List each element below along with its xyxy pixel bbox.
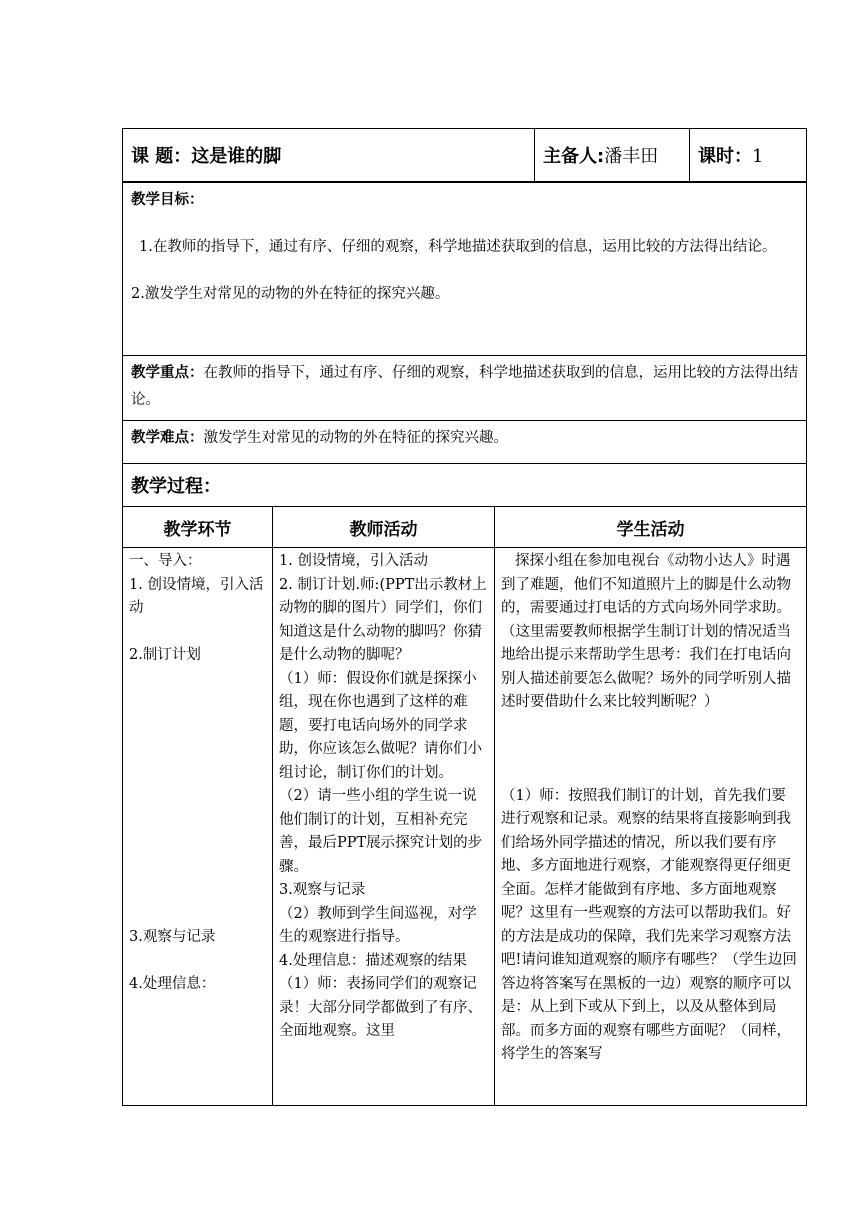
key-point-cell xyxy=(123,356,807,421)
objective-2: 2.激发学生对常见的动物的外在特征的探究兴趣。 xyxy=(131,286,450,302)
topic-value: 这是谁的脚 xyxy=(191,146,282,167)
step-item: 一、导入： xyxy=(129,553,202,569)
key-point-text: 在教师的指导下，通过有序、仔细的观察，科学地描述获取到的信息，运用比较的方法得出结论。 xyxy=(131,365,798,408)
period-cell xyxy=(690,129,807,182)
period-label: 课时： xyxy=(698,146,752,167)
objectives-row xyxy=(123,183,807,356)
topic-cell xyxy=(123,129,535,182)
student-item: （1）师：按照我们制订的计划，首先我们要进行观察和记录。观察的结果将直接影响到我们给场外同学描述的情况，所以我们要有序地、多方面地进行观察，才能观察得更仔细更全面。怎样才能做到有序地、多方面地观察呢？这里有一些观察的方法可以帮助我们。好的方法是成功的保障，我们先来学习观察方法吧!请问谁知道观察的顺序有哪些？（学生边回答边将答案写在黑板的一边）观察的顺序可以是：从上到下或从下到上，以及从整体到局部。而多方面的观察有哪些方面呢？（同样，将学生的答案写 xyxy=(501,787,797,1062)
step-item: 2.制订计划 xyxy=(129,647,201,663)
content-table xyxy=(122,182,807,1106)
process-title-row xyxy=(123,464,807,507)
teacher-item: 4.处理信息：描述观察的结果 xyxy=(279,952,467,969)
step-spacer xyxy=(129,949,266,973)
step-spacer xyxy=(129,621,266,645)
difficulty-cell xyxy=(123,421,807,464)
step-item: 1. 创设情境，引入活动 xyxy=(129,576,264,616)
teacher-item: （1）师：表扬同学们的观察记录！大部分同学都做到了有序、全面地观察。这里 xyxy=(279,976,482,1039)
difficulty-text: 激发学生对常见的动物的外在特征的探究兴趣。 xyxy=(203,430,508,446)
objective-1: 1.在教师的指导下，通过有序、仔细的观察，科学地描述获取到的信息，运用比较的方法得出结论。 xyxy=(139,239,777,255)
preparer-cell xyxy=(535,129,690,182)
header-table xyxy=(122,128,807,182)
preparer-value: 潘丰田 xyxy=(604,146,659,167)
objectives-cell xyxy=(123,183,807,356)
difficulty-row xyxy=(123,421,807,464)
step-item: 4.处理信息： xyxy=(129,975,216,992)
column-header-student: 学生活动 xyxy=(495,507,807,548)
key-point-row xyxy=(123,356,807,421)
period-value: 1 xyxy=(752,146,764,167)
header-row xyxy=(123,129,807,182)
steps-cell xyxy=(123,548,273,1106)
process-column-headers xyxy=(123,507,807,548)
process-body-row xyxy=(123,548,807,1106)
column-header-teacher: 教师活动 xyxy=(273,507,495,548)
teacher-item: 2. 制订计划.师:(PPT出示教材上动物的脚的图片）同学们，你们知道这是什么动物的脚吗？你猜是什么动物的脚呢？ xyxy=(279,576,487,663)
teacher-cell xyxy=(273,548,495,1106)
objectives-label: 教学目标： xyxy=(131,192,204,208)
student-item: （这里需要教师根据学生制订计划的情况适当地给出提示来帮助学生思考：我们在打电话向别人描述前要怎么做呢？场外的同学听别人描述时要借助什么来比较判断呢？） xyxy=(501,623,791,710)
teacher-item: 3.观察与记录 xyxy=(279,882,366,898)
topic-label: 课 题： xyxy=(131,146,192,167)
teacher-item: （2）教师到学生间巡视，对学生的观察进行指导。 xyxy=(279,905,477,945)
step-item: 3.观察与记录 xyxy=(129,928,216,945)
teacher-item: （2）请一些小组的学生说一说他们制订的计划，互相补充完善，最后PPT展示探究计划的步骤。 xyxy=(279,788,483,875)
process-title: 教学过程： xyxy=(123,464,807,507)
lesson-plan-sheet xyxy=(122,128,806,1106)
difficulty-label: 教学难点： xyxy=(131,430,204,446)
teacher-item: （1）师：假设你们就是探探小组，现在你也遇到了这样的难题，要打电话向场外的同学求助，你应该怎么做呢？请你们小组讨论，制订你们的计划。 xyxy=(279,670,482,781)
key-point-label: 教学重点： xyxy=(131,365,204,381)
preparer-label: 主备人: xyxy=(543,146,605,167)
student-spacer xyxy=(501,715,800,785)
teacher-item: 1. 创设情境，引入活动 xyxy=(279,553,428,569)
step-spacer xyxy=(129,668,266,926)
student-cell xyxy=(495,548,807,1106)
student-item: 探探小组在参加电视台《动物小达人》时遇到了难题，他们不知道照片上的脚是什么动物的，需要通过打电话的方式向场外同学求助。 xyxy=(501,553,791,616)
column-header-steps: 教学环节 xyxy=(123,507,273,548)
